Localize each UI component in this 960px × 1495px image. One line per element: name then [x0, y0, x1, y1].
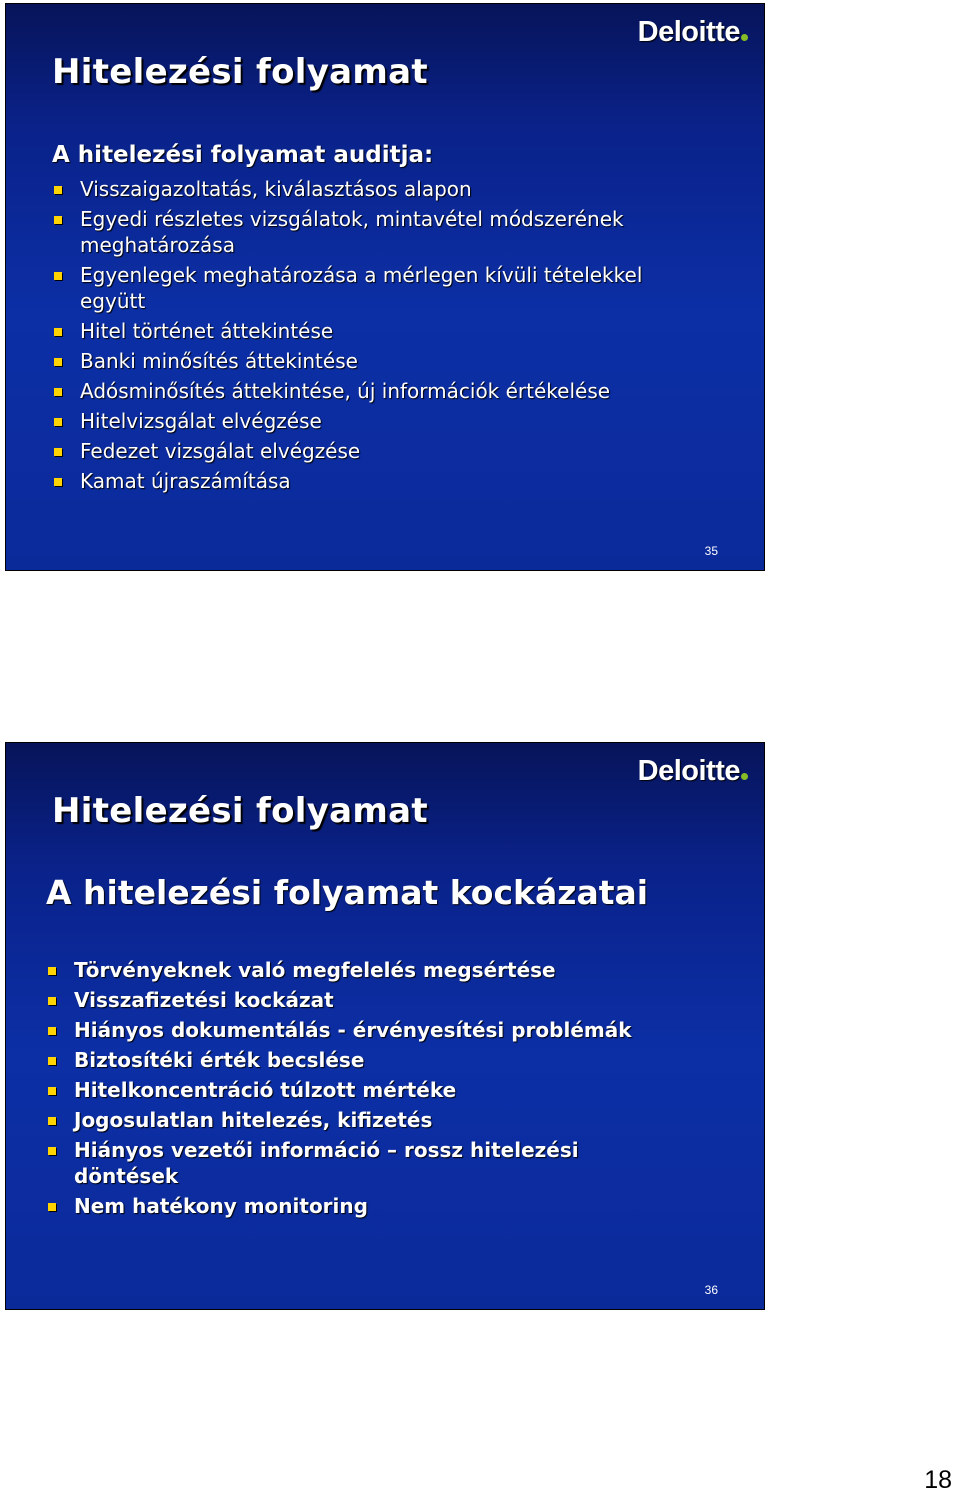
- square-bullet-icon: [48, 1117, 56, 1125]
- slide-number: 36: [704, 1283, 718, 1297]
- logo-text: Deloitte: [637, 755, 740, 787]
- bullet-text: Visszaigazoltatás, kiválasztásos alapon: [80, 177, 472, 201]
- list-item: [52, 468, 692, 494]
- square-bullet-icon: [54, 272, 62, 280]
- bullet-list: [46, 957, 686, 1223]
- bullet-list: [52, 176, 692, 498]
- slide-title: Hitelezési folyamat: [52, 52, 428, 92]
- square-bullet-icon: [48, 1087, 56, 1095]
- square-bullet-icon: [48, 1057, 56, 1065]
- list-item: [46, 1047, 686, 1073]
- bullet-text: Hiányos dokumentálás - érvényesítési problémák: [74, 1018, 632, 1042]
- list-item: [46, 1017, 686, 1043]
- slide-36: [5, 742, 765, 1310]
- square-bullet-icon: [54, 358, 62, 366]
- square-bullet-icon: [48, 997, 56, 1005]
- square-bullet-icon: [54, 216, 62, 224]
- bullet-text: Hitelkoncentráció túlzott mértéke: [74, 1078, 457, 1102]
- bullet-text: Hitelvizsgálat elvégzése: [80, 409, 322, 433]
- list-item: [52, 348, 692, 374]
- list-item: [52, 438, 692, 464]
- slide-subheading: A hitelezési folyamat kockázatai: [46, 873, 649, 912]
- bullet-text: Visszafizetési kockázat: [74, 988, 334, 1012]
- square-bullet-icon: [54, 418, 62, 426]
- square-bullet-icon: [54, 388, 62, 396]
- list-item: [52, 262, 692, 314]
- bullet-text: Hitel történet áttekintése: [80, 319, 334, 343]
- square-bullet-icon: [48, 1203, 56, 1211]
- bullet-text: Hiányos vezetői információ – rossz hitelezési döntések: [74, 1138, 579, 1188]
- deloitte-logo: [638, 16, 748, 49]
- logo-dot-icon: [741, 34, 748, 41]
- bullet-text: Jogosulatlan hitelezés, kifizetés: [74, 1108, 433, 1132]
- bullet-text: Biztosítéki érték becslése: [74, 1048, 365, 1072]
- square-bullet-icon: [54, 328, 62, 336]
- bullet-text: Egyenlegek meghatározása a mérlegen kívüli tételekkel együtt: [80, 263, 643, 313]
- bullet-text: Egyedi részletes vizsgálatok, mintavétel módszerének meghatározása: [80, 207, 624, 257]
- list-item: [52, 176, 692, 202]
- list-item: [52, 408, 692, 434]
- square-bullet-icon: [54, 186, 62, 194]
- slide-35: [5, 3, 765, 571]
- slide-number: 35: [704, 544, 718, 558]
- square-bullet-icon: [48, 1147, 56, 1155]
- list-item: [46, 987, 686, 1013]
- slide-title: Hitelezési folyamat: [52, 791, 428, 831]
- list-item: [52, 318, 692, 344]
- bullet-text: Törvényeknek való megfelelés megsértése: [74, 958, 556, 982]
- list-item: [46, 1107, 686, 1133]
- list-item: [46, 1077, 686, 1103]
- slide-subheading: A hitelezési folyamat auditja:: [52, 142, 434, 168]
- list-item: [46, 1137, 686, 1189]
- list-item: [52, 206, 692, 258]
- list-item: [46, 1193, 686, 1219]
- bullet-text: Kamat újraszámítása: [80, 469, 291, 493]
- bullet-text: Fedezet vizsgálat elvégzése: [80, 439, 361, 463]
- square-bullet-icon: [54, 448, 62, 456]
- square-bullet-icon: [48, 967, 56, 975]
- bullet-text: Adósminősítés áttekintése, új információk értékelése: [80, 379, 611, 403]
- logo-text: Deloitte: [637, 16, 740, 48]
- logo-dot-icon: [741, 773, 748, 780]
- page-number: 18: [924, 1466, 952, 1494]
- bullet-text: Nem hatékony monitoring: [74, 1194, 368, 1218]
- list-item: [52, 378, 692, 404]
- square-bullet-icon: [54, 478, 62, 486]
- deloitte-logo: [638, 755, 748, 788]
- square-bullet-icon: [48, 1027, 56, 1035]
- bullet-text: Banki minősítés áttekintése: [80, 349, 358, 373]
- list-item: [46, 957, 686, 983]
